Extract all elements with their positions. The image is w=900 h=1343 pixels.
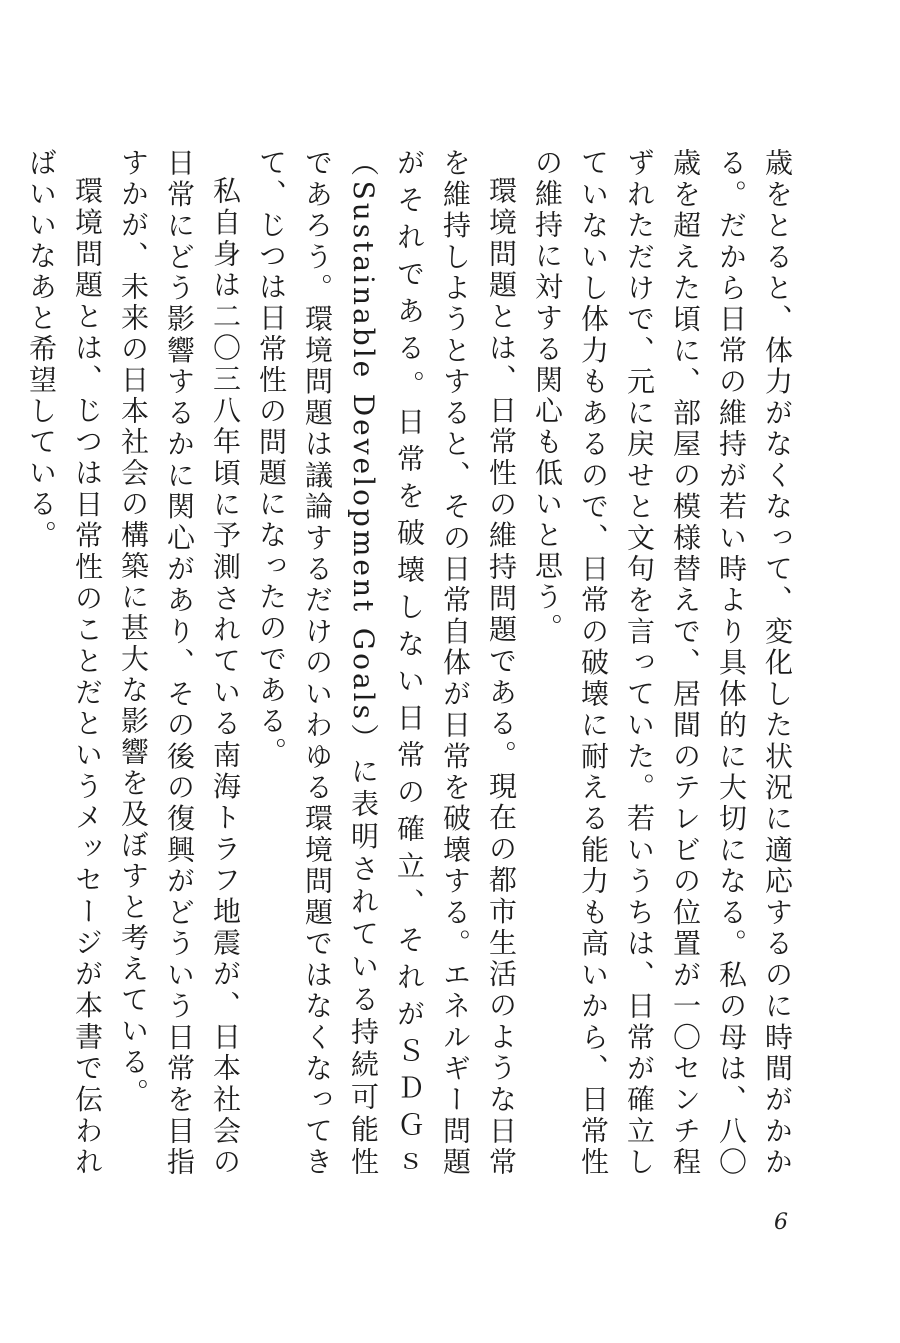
paragraph-1: 歳をとると、体力がなくなって、変化した状況に適応するのに時間がかかる。だから日常の維持が若い時より具体的に大切になる。私の母は、八〇歳を超えた頃に、部屋の模様替えで、居間のテレビの位置が一〇センチ程ずれただけで、元に戻せと文句を言っていた。若いうちは、日常が確立していないし体力もあるので、日常の破壊に耐える能力も高いから、日常性の維持に対する関心も低いと思う。 [531,148,794,1178]
page-number: 6 [774,1210,788,1235]
paragraph-2: 環境問題とは、日常性の維持問題である。現在の都市生活のような日常を維持しようとすると、その日常自体が日常を破壊する。エネルギー問題がそれである。日常を破壊しない日常の確立、それがＳＤＧｓ（Sustainable Development Goals）に表明されている持続可能性であろう。環境問題は議論するだけのいわゆる環境問題ではなくなってきて、じつは日常性の問題になったのである。 [255,148,518,1178]
paragraph-3: 私自身は二〇三八年頃に予測されている南海トラフ地震が、日本社会の日常にどう影響するかに関心があり、その後の復興がどういう日常を目指すかが、未来の日本社会の構築に甚大な影響を及ぼすと考えている。 [117,148,242,1178]
vertical-text-body [25,148,800,1178]
paragraph-4: 環境問題とは、じつは日常性のことだというメッセージが本書で伝わればいいなあと希望している。 [25,148,104,1178]
